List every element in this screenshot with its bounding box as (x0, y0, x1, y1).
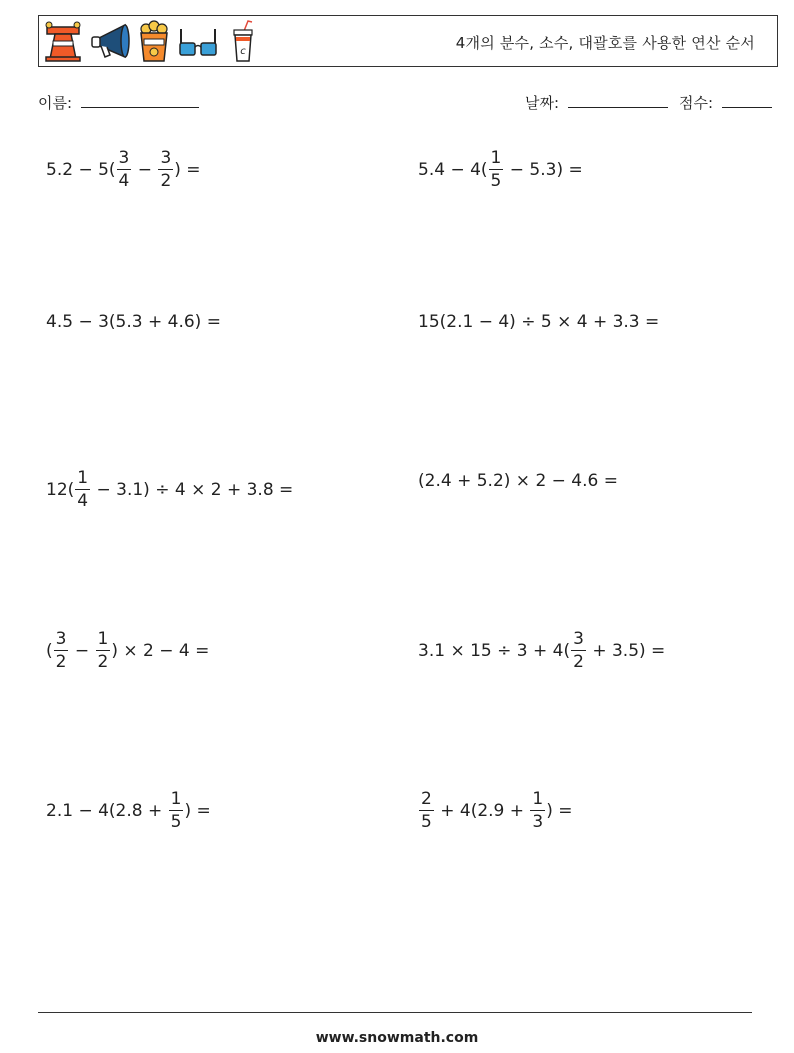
expression-text: 15(2.1 − 4) ÷ 5 × 4 + 3.3 = (418, 312, 660, 332)
fraction-numerator: 3 (573, 629, 584, 649)
traffic-cone-icon (43, 19, 83, 63)
expression-text: + 4(2.9 + (434, 801, 530, 821)
fraction (96, 631, 111, 671)
problem-9 (46, 787, 211, 835)
fraction-denominator: 2 (160, 171, 172, 191)
score-field (679, 92, 772, 113)
fraction-numerator: 1 (532, 789, 544, 809)
expression-text: 2.1 − 4(2.8 + (46, 801, 168, 821)
fraction (158, 150, 173, 190)
fraction-numerator: 3 (118, 148, 130, 168)
problem-8 (418, 627, 665, 675)
fraction (117, 150, 132, 190)
expression-text: 12( (46, 480, 75, 500)
expression-text: − (69, 641, 95, 661)
3d-glasses-icon (177, 19, 219, 63)
problem-7 (46, 627, 209, 675)
fraction-denominator: 5 (170, 812, 182, 832)
expression-text: 5.2 − 5( (46, 160, 116, 180)
fraction-denominator: 4 (77, 491, 89, 511)
problem-4 (418, 298, 659, 346)
problem-5 (46, 466, 293, 514)
problem-10 (418, 787, 573, 835)
expression-text: ) × 2 − 4 = (111, 641, 210, 661)
worksheet-title: 4개의 분수, 소수, 대괄호를 사용한 연산 순서 (455, 34, 755, 52)
fraction-numerator: 1 (97, 629, 109, 649)
fraction-denominator: 2 (97, 652, 109, 672)
fraction-numerator: 1 (490, 148, 502, 168)
problem-6 (418, 457, 618, 505)
fraction-numerator: 2 (421, 789, 432, 809)
fraction (54, 631, 69, 671)
fraction (489, 150, 504, 190)
expression-text: + 3.5) = (586, 641, 666, 661)
fraction-denominator: 2 (573, 652, 584, 672)
problem-2 (418, 146, 583, 194)
name-label: 이름: (38, 94, 73, 112)
fraction-numerator: 1 (77, 468, 89, 488)
expression-text: ) = (184, 801, 211, 821)
soda-cup-icon (229, 19, 257, 63)
expression-text: ( (46, 641, 53, 661)
score-label: 점수: (679, 94, 714, 112)
fraction-denominator: 3 (532, 812, 544, 832)
expression-text: ) = (174, 160, 201, 180)
problem-1 (46, 146, 201, 194)
expression-text: ) = (546, 801, 573, 821)
footer-divider (38, 1012, 752, 1013)
footer-website: www.snowmath.com (315, 1030, 479, 1046)
popcorn-icon (137, 19, 171, 63)
expression-text: (2.4 + 5.2) × 2 − 4.6 = (418, 471, 618, 491)
date-blank[interactable] (568, 93, 668, 108)
expression-text: 4.5 − 3(5.3 + 4.6) = (46, 312, 221, 332)
date-field (525, 92, 668, 113)
expression-text: − (132, 160, 158, 180)
fraction-numerator: 3 (160, 148, 172, 168)
expression-text: − 3.1) ÷ 4 × 2 + 3.8 = (91, 480, 294, 500)
name-field (38, 92, 199, 113)
megaphone-icon (89, 19, 131, 63)
fraction (75, 470, 90, 510)
expression-text: 3.1 × 15 ÷ 3 + 4( (418, 641, 571, 661)
fraction (530, 791, 545, 831)
fraction (169, 791, 184, 831)
score-blank[interactable] (722, 93, 772, 108)
fraction (571, 631, 586, 671)
date-label: 날짜: (525, 94, 560, 112)
fraction-denominator: 4 (118, 171, 130, 191)
name-blank[interactable] (81, 93, 199, 108)
fraction-denominator: 2 (55, 652, 67, 672)
problem-3 (46, 298, 221, 346)
fraction-denominator: 5 (421, 812, 432, 832)
worksheet-header (38, 15, 778, 67)
fraction-numerator: 1 (170, 789, 182, 809)
svg-text:c: c (240, 46, 246, 57)
fraction (419, 791, 434, 831)
expression-text: − 5.3) = (504, 160, 583, 180)
expression-text: 5.4 − 4( (418, 160, 488, 180)
fraction-denominator: 5 (490, 171, 502, 191)
fraction-numerator: 3 (55, 629, 67, 649)
